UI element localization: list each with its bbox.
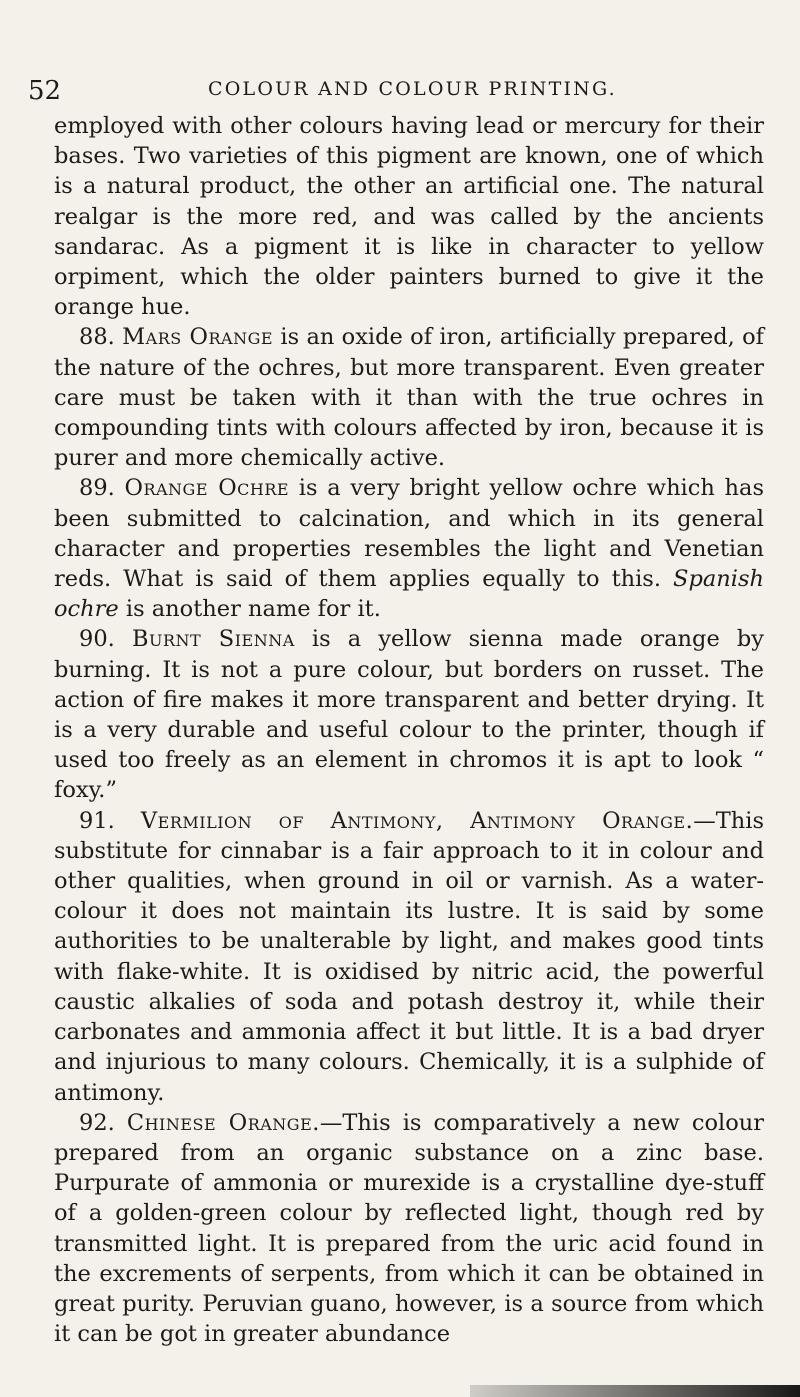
body-text — [54, 111, 764, 1349]
paragraph-text: is a yellow sienna made orange by burning. It is not a pure colour, but borders on russet. The action of fire makes it more transparent and better drying. It is a very durable and useful colour to the printer, though if used too freely as an element in chromos it is apt to look “ foxy.” — [54, 626, 765, 804]
paragraph-burnt-sienna — [54, 624, 764, 805]
paragraph-text: —This substitute for cinnabar is a fair approach to it in colour and other qualities, when ground in oil or varnish. As a water-colour it does not maintain its lustre. It is said by some authorities to be unalterable by light, and makes good tints with flake-white. It is oxidised by nitric acid, the powerful caustic alkalies of soda and potash destroy it, while their carbonates and ammonia affect it but little. It is a bad dryer and injurious to many colours. Chemically, it is a sulphide of antimony. — [54, 807, 764, 1106]
italic-term: Spanish ochre — [54, 566, 764, 623]
entry-heading: Chinese Orange. — [126, 1109, 320, 1136]
paragraph-orange-ochre — [54, 473, 764, 624]
entry-number: 92. — [79, 1109, 115, 1136]
paragraph-continuation — [54, 111, 764, 322]
entry-number: 89. — [79, 475, 115, 502]
scan-edge-shadow — [470, 1385, 800, 1397]
running-head — [28, 78, 780, 112]
paragraph-text-after: is another name for it. — [118, 596, 381, 623]
entry-heading: Vermilion of Antimony, Antimony Orange. — [140, 807, 694, 834]
entry-number: 90. — [79, 626, 115, 653]
paragraph-mars-orange — [54, 322, 764, 473]
paragraph-text: employed with other colours having lead or mercury for their bases. Two varieties of this pigment are known, one of which is a natural product, the other an artificial one. The natural realgar is the more red, and was called by the ancients sandarac. As a pigment it is like in character to yellow orpiment, which the older painters burned to give it the orange hue. — [54, 113, 764, 321]
paragraph-text: is an oxide of iron, artificially prepared, of the nature of the ochres, but more transparent. Even greater care must be taken with it than with the true ochres in compounding tints with colours affected by iron, because it is purer and more chemically active. — [54, 324, 764, 472]
page-number: 52 — [28, 76, 62, 106]
paragraph-text: —This is comparatively a new colour prepared from an organic substance on a zinc base. Purpurate of ammonia or murexide is a crystalline dye-stuff of a golden-green colour by reflected light, though red by transmitted light. It is prepared from the uric acid found in the excrements of serpents, from which it can be obtained in great purity. Peruvian guano, however, is a source from which it can be got in greater abundance — [54, 1109, 764, 1348]
entry-number: 88. — [79, 324, 115, 351]
paragraph-text: is a very bright yellow ochre which has been submitted to calcination, and which in its general character and properties resembles the light and Venetian reds. What is said of them applies equally to this. — [54, 475, 764, 593]
paragraph-vermilion-of-antimony — [54, 806, 764, 1108]
running-title: COLOUR AND COLOUR PRINTING. — [208, 78, 617, 100]
entry-heading: Orange Ochre — [124, 475, 290, 502]
entry-heading: Burnt Sienna — [131, 626, 295, 653]
entry-heading: Mars Orange — [122, 324, 274, 351]
paragraph-chinese-orange — [54, 1108, 764, 1350]
entry-number: 91. — [79, 807, 115, 834]
